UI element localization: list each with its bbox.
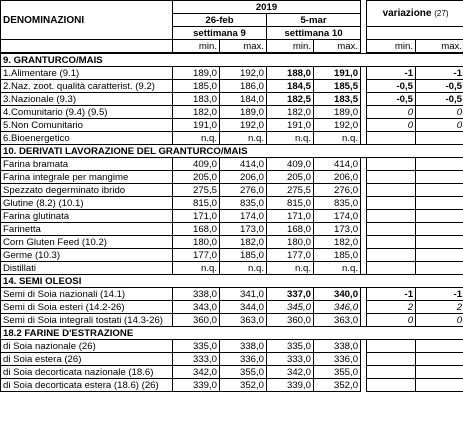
week-b-max-value: 189,0: [314, 106, 361, 119]
week-a-min-value: n.q.: [173, 132, 220, 145]
variation-min-value: 0: [367, 106, 416, 119]
row-name: Farinetta: [1, 223, 173, 236]
week-b-min-value: 188,0: [267, 67, 314, 80]
week-a-max-value: 835,0: [220, 197, 267, 210]
variation-min-value: [367, 340, 416, 353]
variation-max-value: 0: [416, 106, 463, 119]
week-b-min-value: 333,0: [267, 353, 314, 366]
week-a-max-value: n.q.: [220, 132, 267, 145]
variation-max-value: [416, 223, 463, 236]
table-row: [1, 171, 463, 184]
variation-max-value: [416, 353, 463, 366]
week-a-max-value: 352,0: [220, 379, 267, 392]
variation-max-value: [416, 340, 463, 353]
week-a-min-value: 182,0: [173, 106, 220, 119]
week-a-max-value: 336,0: [220, 353, 267, 366]
week-a-max-value: 363,0: [220, 314, 267, 327]
week-b-max-value: 355,0: [314, 366, 361, 379]
table-row: [1, 353, 463, 366]
row-name: Semi di Soia integrali tostati (14.3-26): [1, 314, 173, 327]
week-b-max-value: 185,0: [314, 249, 361, 262]
week-b-max-value: 276,0: [314, 184, 361, 197]
row-name: Spezzato degerminato ibrido: [1, 184, 173, 197]
week-a-max-value: 355,0: [220, 366, 267, 379]
row-name: 2.Naz. zoot. qualità caratterist. (9.2): [1, 80, 173, 93]
week-b-max-value: 835,0: [314, 197, 361, 210]
variazione-label: variazione: [382, 8, 432, 19]
row-name: Corn Gluten Feed (10.2): [1, 236, 173, 249]
variation-max-value: [416, 366, 463, 379]
week-b-min-value: 182,5: [267, 93, 314, 106]
table-row: [1, 93, 463, 106]
section-title: 18.2 FARINE D'ESTRAZIONE: [1, 327, 463, 340]
week-b-min-value: 180,0: [267, 236, 314, 249]
week-a-min-value: 342,0: [173, 366, 220, 379]
row-name: Farina glutinata: [1, 210, 173, 223]
variation-max-value: [416, 262, 463, 275]
week-b-max-value: n.q.: [314, 132, 361, 145]
variation-max-value: [416, 197, 463, 210]
row-name: di Soia nazionale (26): [1, 340, 173, 353]
variation-max-value: [416, 249, 463, 262]
variation-max-value: [416, 210, 463, 223]
week-b-max-value: 346,0: [314, 301, 361, 314]
table-row: [1, 236, 463, 249]
week-b-max-value: 183,5: [314, 93, 361, 106]
table-row: [1, 314, 463, 327]
week-b-min-value: 184,5: [267, 80, 314, 93]
week-b-min-value: 345,0: [267, 301, 314, 314]
table-row: [1, 80, 463, 93]
week-b-min-value: 275,5: [267, 184, 314, 197]
week-a-max-value: 206,0: [220, 171, 267, 184]
week-b-max-value: 185,5: [314, 80, 361, 93]
week-a-max-value: 184,0: [220, 93, 267, 106]
variation-min-value: [367, 379, 416, 392]
table-row: [1, 158, 463, 171]
table-row: [1, 366, 463, 379]
variation-max-value: 0: [416, 314, 463, 327]
row-name: 1.Alimentare (9.1): [1, 67, 173, 80]
min-header: min.: [367, 40, 416, 54]
week-a-max-value: 182,0: [220, 236, 267, 249]
variation-min-value: [367, 132, 416, 145]
week-a-min-value: 183,0: [173, 93, 220, 106]
week-b-min-value: n.q.: [267, 262, 314, 275]
week-a-max-value: 185,0: [220, 249, 267, 262]
row-name: 3.Nazionale (9.3): [1, 93, 173, 106]
variazione-header: [367, 1, 463, 27]
week-b-min-value: 342,0: [267, 366, 314, 379]
week-a-min-value: 333,0: [173, 353, 220, 366]
week-a-max-value: 186,0: [220, 80, 267, 93]
variation-max-value: -0,5: [416, 80, 463, 93]
week-b-min-value: 815,0: [267, 197, 314, 210]
table-row: [1, 67, 463, 80]
year-header: 2019: [173, 1, 361, 14]
variation-min-value: 0: [367, 314, 416, 327]
row-name: Glutine (8.2) (10.1): [1, 197, 173, 210]
week-a-min-value: 339,0: [173, 379, 220, 392]
week-a-max-value: 192,0: [220, 119, 267, 132]
week-a-min-value: 189,0: [173, 67, 220, 80]
variation-min-value: [367, 158, 416, 171]
week-a-max-value: 414,0: [220, 158, 267, 171]
variation-min-value: [367, 223, 416, 236]
week-b-max-value: 414,0: [314, 158, 361, 171]
section-title: 10. DERIVATI LAVORAZIONE DEL GRANTURCO/MAIS: [1, 145, 463, 158]
week-a-min-value: 168,0: [173, 223, 220, 236]
row-name: Semi di Soia esteri (14.2-26): [1, 301, 173, 314]
row-name: Germe (10.3): [1, 249, 173, 262]
row-name: Farina integrale per mangime: [1, 171, 173, 184]
week-a-max-value: 174,0: [220, 210, 267, 223]
week-a-min-value: 409,0: [173, 158, 220, 171]
week-a-max-value: 276,0: [220, 184, 267, 197]
week-b-max-value: 191,0: [314, 67, 361, 80]
week-b-min-value: 177,0: [267, 249, 314, 262]
week-a-min-value: 205,0: [173, 171, 220, 184]
max-header: max.: [314, 40, 361, 54]
max-header: max.: [416, 40, 463, 54]
week-a-min-value: 191,0: [173, 119, 220, 132]
week-b-min-value: 168,0: [267, 223, 314, 236]
week-a-min-value: 338,0: [173, 288, 220, 301]
variation-max-value: [416, 379, 463, 392]
table-row: [1, 197, 463, 210]
variation-max-value: [416, 158, 463, 171]
variation-max-value: [416, 132, 463, 145]
week-a-min-value: 275,5: [173, 184, 220, 197]
week-a-max-value: 173,0: [220, 223, 267, 236]
variazione-note: (27): [434, 9, 449, 18]
max-header: max.: [220, 40, 267, 54]
week-b-max-value: 182,0: [314, 236, 361, 249]
variation-min-value: 2: [367, 301, 416, 314]
variation-max-value: -1: [416, 288, 463, 301]
variation-max-value: -0,5: [416, 93, 463, 106]
week-a-max-value: 192,0: [220, 67, 267, 80]
variation-min-value: [367, 249, 416, 262]
week-a-min-value: 177,0: [173, 249, 220, 262]
table-row: [1, 184, 463, 197]
week-b-max-value: 352,0: [314, 379, 361, 392]
row-name: Distillati: [1, 262, 173, 275]
week-a-min-value: 360,0: [173, 314, 220, 327]
week-b-label: settimana 10: [267, 27, 361, 40]
variation-max-value: -1: [416, 67, 463, 80]
row-name: Farina bramata: [1, 158, 173, 171]
week-a-max-value: 338,0: [220, 340, 267, 353]
week-b-min-value: 205,0: [267, 171, 314, 184]
table-row: [1, 301, 463, 314]
variation-min-value: -1: [367, 67, 416, 80]
week-b-min-value: 335,0: [267, 340, 314, 353]
variation-min-value: [367, 353, 416, 366]
row-name: 4.Comunitario (9.4) (9.5): [1, 106, 173, 119]
row-name: Semi di Soia nazionali (14.1): [1, 288, 173, 301]
week-a-min-value: 171,0: [173, 210, 220, 223]
row-name: di Soia decorticata estera (18.6) (26): [1, 379, 173, 392]
week-b-min-value: 409,0: [267, 158, 314, 171]
table-row: [1, 132, 463, 145]
variation-min-value: [367, 236, 416, 249]
min-header: min.: [267, 40, 314, 54]
week-a-max-value: n.q.: [220, 262, 267, 275]
week-a-date: 26-feb: [173, 14, 267, 27]
week-b-max-value: 192,0: [314, 119, 361, 132]
week-b-max-value: 363,0: [314, 314, 361, 327]
section-title: 9. GRANTURCO/MAIS: [1, 53, 463, 67]
row-name: 6.Bioenergetico: [1, 132, 173, 145]
week-b-max-value: 338,0: [314, 340, 361, 353]
variation-min-value: [367, 262, 416, 275]
week-a-min-value: 185,0: [173, 80, 220, 93]
week-b-min-value: 182,0: [267, 106, 314, 119]
variation-max-value: 0: [416, 119, 463, 132]
week-b-min-value: 337,0: [267, 288, 314, 301]
week-b-min-value: 171,0: [267, 210, 314, 223]
variation-min-value: -1: [367, 288, 416, 301]
week-b-date: 5-mar: [267, 14, 361, 27]
table-row: [1, 379, 463, 392]
row-name: di Soia estera (26): [1, 353, 173, 366]
variation-max-value: [416, 171, 463, 184]
week-b-max-value: 336,0: [314, 353, 361, 366]
week-a-max-value: 344,0: [220, 301, 267, 314]
table-row: [1, 223, 463, 236]
week-a-min-value: 335,0: [173, 340, 220, 353]
week-b-max-value: n.q.: [314, 262, 361, 275]
variation-min-value: [367, 184, 416, 197]
variation-min-value: [367, 366, 416, 379]
variation-max-value: [416, 236, 463, 249]
week-b-min-value: 339,0: [267, 379, 314, 392]
table-row: [1, 106, 463, 119]
variation-min-value: [367, 210, 416, 223]
section-title: 14. SEMI OLEOSI: [1, 275, 463, 288]
variation-min-value: 0: [367, 119, 416, 132]
table-row: [1, 249, 463, 262]
week-b-min-value: n.q.: [267, 132, 314, 145]
table-row: [1, 288, 463, 301]
week-a-max-value: 341,0: [220, 288, 267, 301]
week-a-min-value: 815,0: [173, 197, 220, 210]
week-a-label: settimana 9: [173, 27, 267, 40]
week-b-min-value: 360,0: [267, 314, 314, 327]
variation-min-value: -0,5: [367, 80, 416, 93]
table-row: [1, 340, 463, 353]
week-b-min-value: 191,0: [267, 119, 314, 132]
table-row: [1, 262, 463, 275]
variation-max-value: 2: [416, 301, 463, 314]
variation-min-value: [367, 171, 416, 184]
week-a-max-value: 189,0: [220, 106, 267, 119]
denominazioni-header: DENOMINAZIONI: [1, 1, 173, 40]
variation-min-value: [367, 197, 416, 210]
week-b-max-value: 206,0: [314, 171, 361, 184]
variation-max-value: [416, 184, 463, 197]
table-row: [1, 210, 463, 223]
min-header: min.: [173, 40, 220, 54]
table-row: [1, 119, 463, 132]
week-b-max-value: 174,0: [314, 210, 361, 223]
week-a-min-value: 343,0: [173, 301, 220, 314]
week-b-max-value: 340,0: [314, 288, 361, 301]
week-b-max-value: 173,0: [314, 223, 361, 236]
week-a-min-value: n.q.: [173, 262, 220, 275]
week-a-min-value: 180,0: [173, 236, 220, 249]
row-name: di Soia decorticata nazionale (18.6): [1, 366, 173, 379]
row-name: 5.Non Comunitario: [1, 119, 173, 132]
variation-min-value: -0,5: [367, 93, 416, 106]
